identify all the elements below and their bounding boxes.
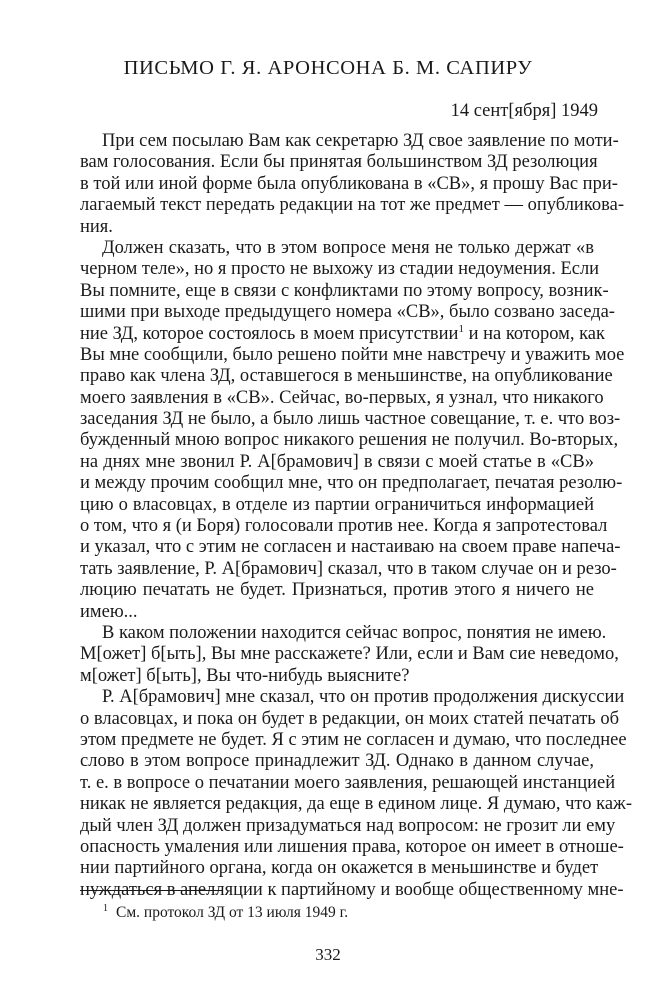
text-line: т. е. в вопросе о печатании моего заявления, решающей инстанцией — [80, 772, 616, 793]
text-line: и указал, что с этим не согласен и настаиваю на своем праве напеча- — [80, 537, 621, 558]
letter-body — [80, 131, 633, 901]
text-line: в той или иной форме была опубликована в «СВ», я прошу Вас при- — [80, 173, 618, 194]
page-number: 332 — [315, 945, 341, 964]
text-line: дый член ЗД должен призадуматься над вопросом: не грозит ли ему — [80, 815, 616, 836]
text-line: никак не является редакция, да еще в едином лице. Я думаю, что каж- — [80, 794, 633, 815]
text-line: бужденный мною вопрос никакого решения не получил. Во-вторых, — [80, 430, 619, 451]
text-line: Вы мне сообщили, было решено пойти мне навстречу и уважить мое — [80, 344, 625, 365]
text-line: на днях мне звонил Р. А[брамович] в связи с моей статье в «СВ» — [80, 451, 594, 472]
text-line: м[ожет] б[ыть], Вы что-нибудь выясните? — [80, 665, 410, 686]
text-line: Р. А[брамович] мне сказал, что он против продолжения дискуссии — [102, 687, 625, 708]
text-line: имею... — [80, 601, 138, 622]
paragraph — [80, 687, 633, 901]
paragraph — [80, 237, 625, 623]
text-line: Вы помните, еще в связи с конфликтами по этому вопросу, возник- — [80, 280, 609, 301]
text-line: о том, что я (и Боря) голосовали против нее. Когда я запротестовал — [80, 516, 608, 537]
footnote — [103, 904, 348, 922]
text-line: нуждаться в апелляции к партийному и вообще общественному мне- — [80, 879, 624, 900]
text-line: люцию печатать не будет. Признаться, против этого я ничего не — [80, 580, 594, 601]
text-line: о власовцах, и пока он будет в редакции, он моих статей печатать об — [80, 708, 620, 729]
text-line: вам голосования. Если бы принятая большинством ЗД резолюция — [80, 152, 598, 173]
text-line: нии партийного органа, когда он окажется в меньшинстве и будет — [80, 858, 599, 879]
text-line: опасность умаления или лишения права, которое он имеет в отноше- — [80, 836, 624, 857]
paragraph — [80, 622, 619, 687]
text-line: М[ожет] б[ыть], Вы мне расскажете? Или, если и Вам сие неведомо, — [80, 644, 619, 665]
text-line: черном теле», но я просто не выхожу из стадии недоумения. Если — [80, 259, 600, 280]
footnote-reference[interactable]: 1 — [458, 322, 464, 335]
text-segment: ние ЗД, которое состоялось в моем присутствии — [80, 323, 459, 344]
footnote-marker: 1 — [103, 902, 108, 914]
paragraph — [80, 131, 624, 238]
text-line: шими при выходе предыдущего номера «СВ», было созвано заседа- — [80, 302, 615, 323]
text-line: При сем посылаю Вам как секретарю ЗД свое заявление по моти- — [102, 131, 619, 151]
text-segment: и на котором, как — [463, 323, 605, 344]
footnote-text: См. протокол ЗД от 13 июля 1949 г. — [116, 904, 349, 921]
text-line: лагаемый текст передать редакции на тот же предмет — опубликова- — [80, 195, 624, 216]
text-line: и между прочим сообщил мне, что он предполагает, печатая резолю- — [80, 473, 623, 494]
text-line: слово в этом вопросе принадлежит ЗД. Однако в данном случае, — [80, 751, 594, 772]
text-line: право как члена ЗД, оставшегося в меньшинстве, на опубликование — [80, 366, 613, 387]
letter-date: 14 сент[ября] 1949 — [450, 101, 598, 121]
text-line: тать заявление, Р. А[брамович] сказал, что в таком случае он и резо- — [80, 558, 617, 579]
text-line: этом предмете не будет. Я с этим не согласен и думаю, что последнее — [80, 729, 627, 750]
text-line: В каком положении находится сейчас вопрос, понятия не имею. — [102, 622, 607, 643]
text-line: ния. — [80, 216, 113, 237]
text-line: заседания ЗД не было, а было лишь частное совещание, т. е. что воз- — [80, 409, 621, 430]
footnote-divider — [80, 890, 222, 891]
text-line: цию о власовцах, в отделе из партии ограничиться информацией — [80, 494, 594, 515]
text-line: моего заявления в «СВ». Сейчас, во-первых, я узнал, что никакого — [80, 387, 604, 408]
text-line: Должен сказать, что в этом вопросе меня не только держат «в — [102, 237, 594, 258]
page-title: ПИСЬМО Г. Я. АРОНСОНА Б. М. САПИРУ — [123, 57, 533, 79]
text-line-with-footnote — [80, 322, 605, 345]
